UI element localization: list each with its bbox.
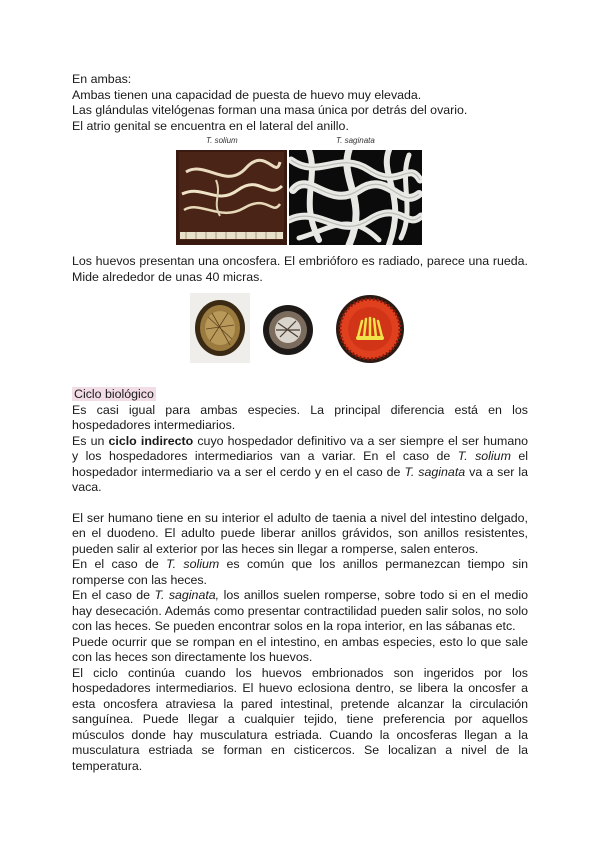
text-line: El atrio genital se encuentra en el lateral del anillo. [72,118,349,133]
cycle-paragraph-7: El ciclo continúa cuando los huevos embrionados son ingeridos por los hospedadores intermediarios. El huevo eclosiona dentro, se libera la oncosfer a esta oncosfera atraviesa la pared intestinal, pretende alcanzar la circulación sanguínea. Puede llegar a cualquier tejido, tiene preferencia por aquellos músculos donde hay musculatura estriada. Cuando la oncosferas llegan a la musculatura estriada se forman en cisticercos. Se localizan a nivel de la temperatura. [72,665,528,773]
section-title [72,387,528,403]
spacer [72,496,528,511]
cycle-paragraph-6: Puede ocurrir que se rompan en el intestino, en ambas especies, esto lo que sale con las heces son directamente los huevos. [72,634,528,664]
text-run: es común que los anillos permanezcan tiempo sin romperse con las heces. [72,557,528,587]
species-name: T. saginata [404,464,466,479]
text-run: cuyo hospedador definitivo va a ser siempre el ser humano y los hospedadores intermediarios van a variar. En el caso de [72,433,528,463]
cycle-paragraph-5 [72,588,528,635]
text-run: Es un [72,433,109,448]
text-run: En el caso de [72,557,167,571]
species-name: T. solium [166,557,220,571]
species-name: T. solium [457,449,511,463]
tapeworm-figure [176,136,422,248]
text-line: Ambas tienen una capacidad de puesta de huevo muy elevada. [72,87,422,102]
solium-photo [176,150,287,245]
cycle-paragraph-4 [72,557,528,588]
eggs-figure [190,293,414,365]
bold-term: ciclo indirecto [108,433,194,448]
document-page [72,72,528,774]
egg-image-1 [190,293,250,363]
species-name: T. saginata, [154,588,220,602]
figure-caption-solium: T. solium [206,136,238,145]
text-line: Las glándulas vitelógenas forman una masa única por detrás del ovario. [72,103,468,117]
section-heading: En ambas: [72,72,132,86]
text-run: los anillos suelen romperse, sobre todo si en el medio hay desecación. Además como presentar contractilidad pueden salir solos, no solo con las heces. Se pueden encontrar solos en la ropa interior, en las sábanas etc. [72,588,528,633]
saginata-worm-image [289,150,422,245]
text-run: En el caso de [72,588,155,602]
figure-caption-saginata: T. saginata [336,136,375,145]
cycle-title-highlight: Ciclo biológico [74,387,154,401]
solium-worm-image [176,150,287,245]
saginata-photo [289,150,422,245]
egg-image-2 [260,301,316,359]
text-run: va a ser la vaca. [72,464,528,494]
cycle-paragraph-2 [72,434,528,496]
egg-image-3 [334,293,406,365]
text-run: el hospedador intermediario va a ser el cerdo y en el caso de [72,449,529,479]
cycle-paragraph-3: El ser humano tiene en su interior el adulto de taenia a nivel del intestino delgado, en el duodeno. El adulto puede liberar anillos grávidos, son anillos resistentes, pueden salir al exterior por las heces sin llegar a romperse, salen enteros. [72,510,528,556]
eggs-paragraph: Los huevos presentan una oncosfera. El embrióforo es radiado, parece una rueda. Mide alrededor de unas 40 micras. [72,254,528,284]
cycle-paragraph-1: Es casi igual para ambas especies. La principal diferencia está en los hospedadores intermediarios. [72,402,528,432]
